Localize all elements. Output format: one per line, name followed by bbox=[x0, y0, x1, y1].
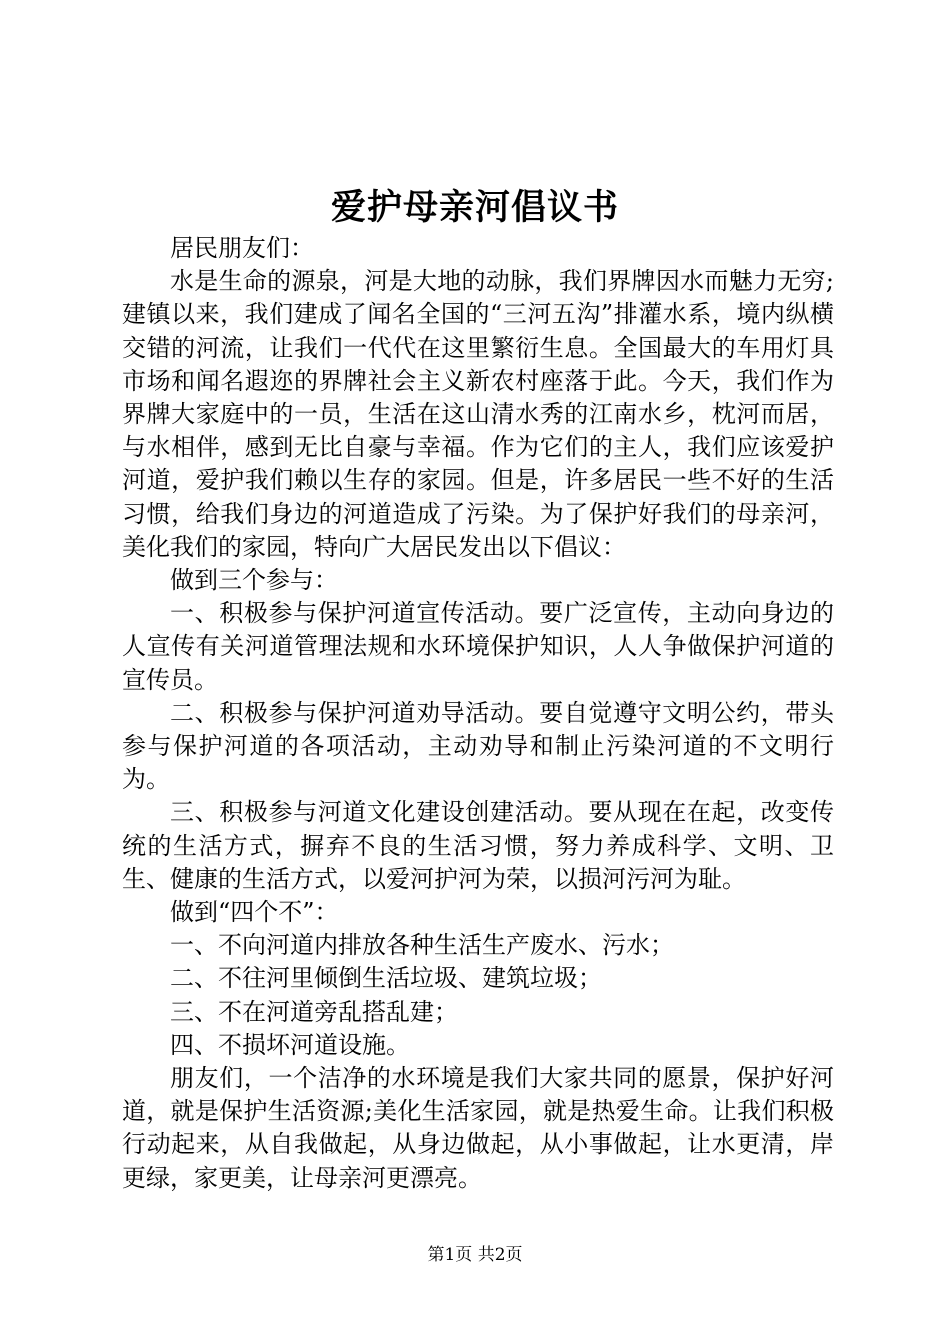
not-item-3: 三、不在河道旁乱搭乱建； bbox=[170, 997, 458, 1026]
participation-item-2: 二、积极参与保护河道劝导活动。要自觉遵守文明公约，带头参与保护河道的各项活动，主动劝导和制止污染河道的不文明行为。 bbox=[122, 698, 834, 794]
participation-item-1: 一、积极参与保护河道宣传活动。要广泛宣传，主动向身边的人宣传有关河道管理法规和水环境保护知识，人人争做保护河道的宣传员。 bbox=[122, 599, 834, 694]
section-heading-three-participations: 做到三个参与： bbox=[170, 566, 338, 595]
salutation: 居民朋友们： bbox=[170, 234, 314, 262]
section-heading-four-nots: 做到“四个不”： bbox=[170, 898, 339, 927]
participation-item-3: 三、积极参与河道文化建设创建活动。要从现在在起，改变传统的生活方式，摒弃不良的生活习惯，努力养成科学、文明、卫生、健康的生活方式，以爱河护河为荣，以损河污河为耻。 bbox=[122, 798, 834, 893]
document-title: 爱护母亲河倡议书 bbox=[330, 187, 619, 228]
page-footer: 第1页 共2页 bbox=[427, 1245, 523, 1265]
intro-paragraph: 水是生命的源泉，河是大地的动脉，我们界牌因水而魅力无穷;建镇以来，我们建成了闻名全国的“三河五沟”排灌水系，境内纵横交错的河流，让我们一代代在这里繁衍生息。全国最大的车用灯具市场和闻名遐迩的界牌社会主义新农村座落于此。今天，我们作为界牌大家庭中的一员，生活在这山清水秀的江南水乡，枕河而居，与水相伴，感到无比自豪与幸福。作为它们的主人，我们应该爱护河道，爱护我们赖以生存的家园。但是，许多居民一些不好的生活习惯，给我们身边的河道造成了污染。为了保护好我们的母亲河，美化我们的家园，特向广大居民发出以下倡议： bbox=[122, 267, 834, 561]
closing-paragraph: 朋友们，一个洁净的水环境是我们大家共同的愿景，保护好河道，就是保护生活资源;美化生活家园，就是热爱生命。让我们积极行动起来，从自我做起，从身边做起，从小事做起，让水更清，岸更绿，家更美，让母亲河更漂亮。 bbox=[122, 1064, 834, 1192]
document-body bbox=[122, 232, 834, 1195]
not-item-1: 一、不向河道内排放各种生活生产废水、污水； bbox=[170, 931, 674, 960]
not-item-4: 四、不损坏河道设施。 bbox=[170, 1030, 410, 1059]
not-item-2: 二、不往河里倾倒生活垃圾、建筑垃圾； bbox=[170, 964, 602, 993]
